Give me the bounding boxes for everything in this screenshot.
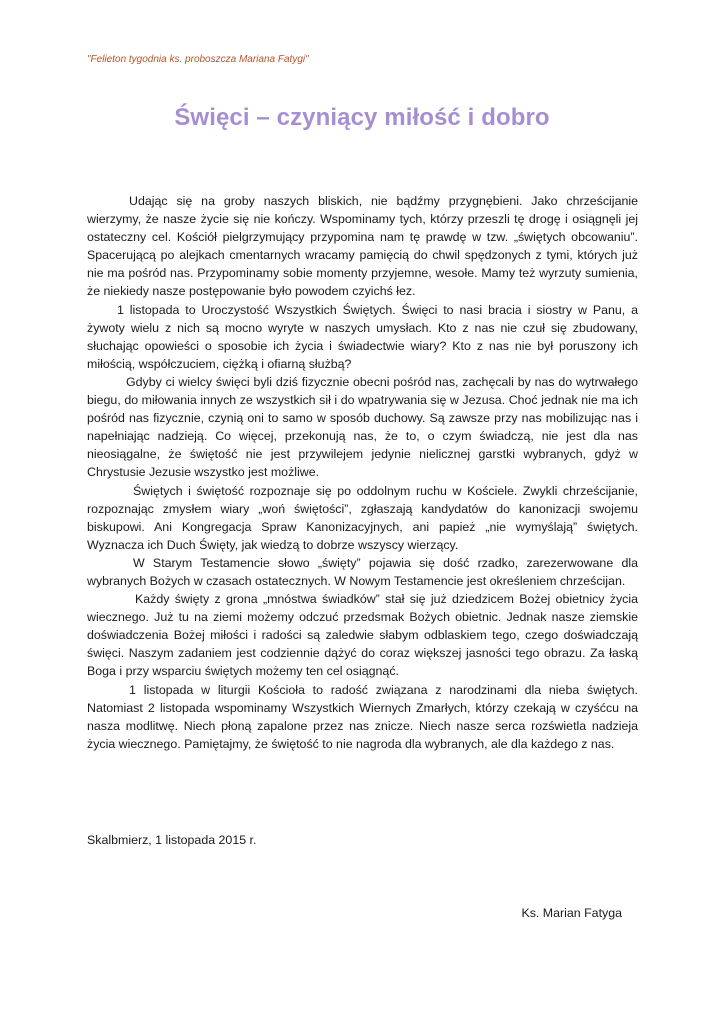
paragraph-7: 1 listopada w liturgii Kościoła to radość związana z narodzinami dla nieba świętych. Natomiast 2 listopada wspominamy Wszystkich Wiernych Zmarłych, którzy czekają w czyśćcu na nasza modlitwę. Niech płoną zapalone przez nas znicze. Niech nasze serca rozświetla nadzieja życia wiecznego. Pamiętajmy, że świętość to nie nagroda dla wybranych, ale dla każdego z nas. (87, 682, 638, 751)
paragraph-6: Każdy święty z grona „mnóstwa świadków” stał się już dziedzicem Bożej obietnicy życia wiecznego. Już tu na ziemi możemy odczuć przedsmak Bożych obietnic. Jednak nasze ziemskie doświadczenia Bożej miłości i radości są zaledwie słabym odblaskiem tego, czego doświadczają święci. Naszym zadaniem jest codziennie dążyć do coraz większej jasności tego obrazu. Za łaską Boga i przy wsparciu świętych możemy ten cel osiągnąć. (87, 592, 638, 679)
paragraph-4: Świętych i świętość rozpoznaje się po oddolnym ruchu w Kościele. Zwykli chrześcijanie, rozpoznając zmysłem wiary „woń świętości”, zgłaszają kandydatów do kanonizacji swojemu biskupowi. Ani Kongregacja Spraw Kanonizacyjnych, ani papież „nie wymyślają” świętych. Wyznacza ich Duch Święty, jak wiedzą to dobrze wszyscy wierzący. (87, 483, 638, 552)
place-date: Skalbmierz, 1 listopada 2015 r. (87, 833, 257, 847)
article-body (87, 192, 638, 753)
paragraph-5: W Starym Testamencie słowo „święty” pojawia się dość rzadko, zarezerwowane dla wybranych Bożych w czasach ostatecznych. W Nowym Testamencie jest określeniem chrześcijan. (87, 555, 638, 588)
header-note: "Felieton tygodnia ks. proboszcza Mariana Fatygi" (87, 54, 309, 65)
paragraph-2: 1 listopada to Uroczystość Wszystkich Świętych. Święci to nasi bracia i siostry w Panu, a żywoty wielu z nich są mocno wyryte w naszych umysłach. Kto z nas nie czuł się zbudowany, słuchając opowieści o sposobie ich życia i świadectwie wiary? Kto z nas nie był poruszony ich miłością, współczuciem, ciężką i ofiarną służbą? (87, 302, 638, 371)
paragraph-1: Udając się na groby naszych bliskich, nie bądźmy przygnębieni. Jako chrześcijanie wierzymy, że nasze życie się nie kończy. Wspominamy tych, którzy przeszli tę drogę i osiągnęli jej ostateczny cel. Kościół pielgrzymujący przypomina nam tę prawdę w tzw. „świętych obcowaniu”. Spacerującą po alejkach cmentarnych wracamy pamięcią do chwil spędzonych z tymi, których już nie ma pośród nas. Przypominamy sobie momenty przyjemne, wesołe. Mamy też wyrzuty sumienia, że niekiedy nasze postępowanie było powodem czyichś łez. (87, 194, 638, 299)
signature: Ks. Marian Fatyga (521, 906, 622, 920)
page-title: Święci – czyniący miłość i dobro (174, 104, 550, 131)
paragraph-3: Gdyby ci wielcy święci byli dziś fizycznie obecni pośród nas, zachęcali by nas do wytrwałego biegu, do miłowania innych ze wszystkich sił i do wpatrywania się w Jezusa. Choć jednak nie ma ich pośród nas fizycznie, czynią oni to samo w sposób duchowy. Są zawsze przy nas mobilizując nas i napełniając nadzieją. Co więcej, przekonują nas, że to, o czym świadczą, nie jest dla nas nieosiągalne, że świętość nie jest przywilejem jedynie nielicznej garstki wybranych, gdyż w Chrystusie Jezusie wszystko jest możliwe. (87, 374, 638, 480)
